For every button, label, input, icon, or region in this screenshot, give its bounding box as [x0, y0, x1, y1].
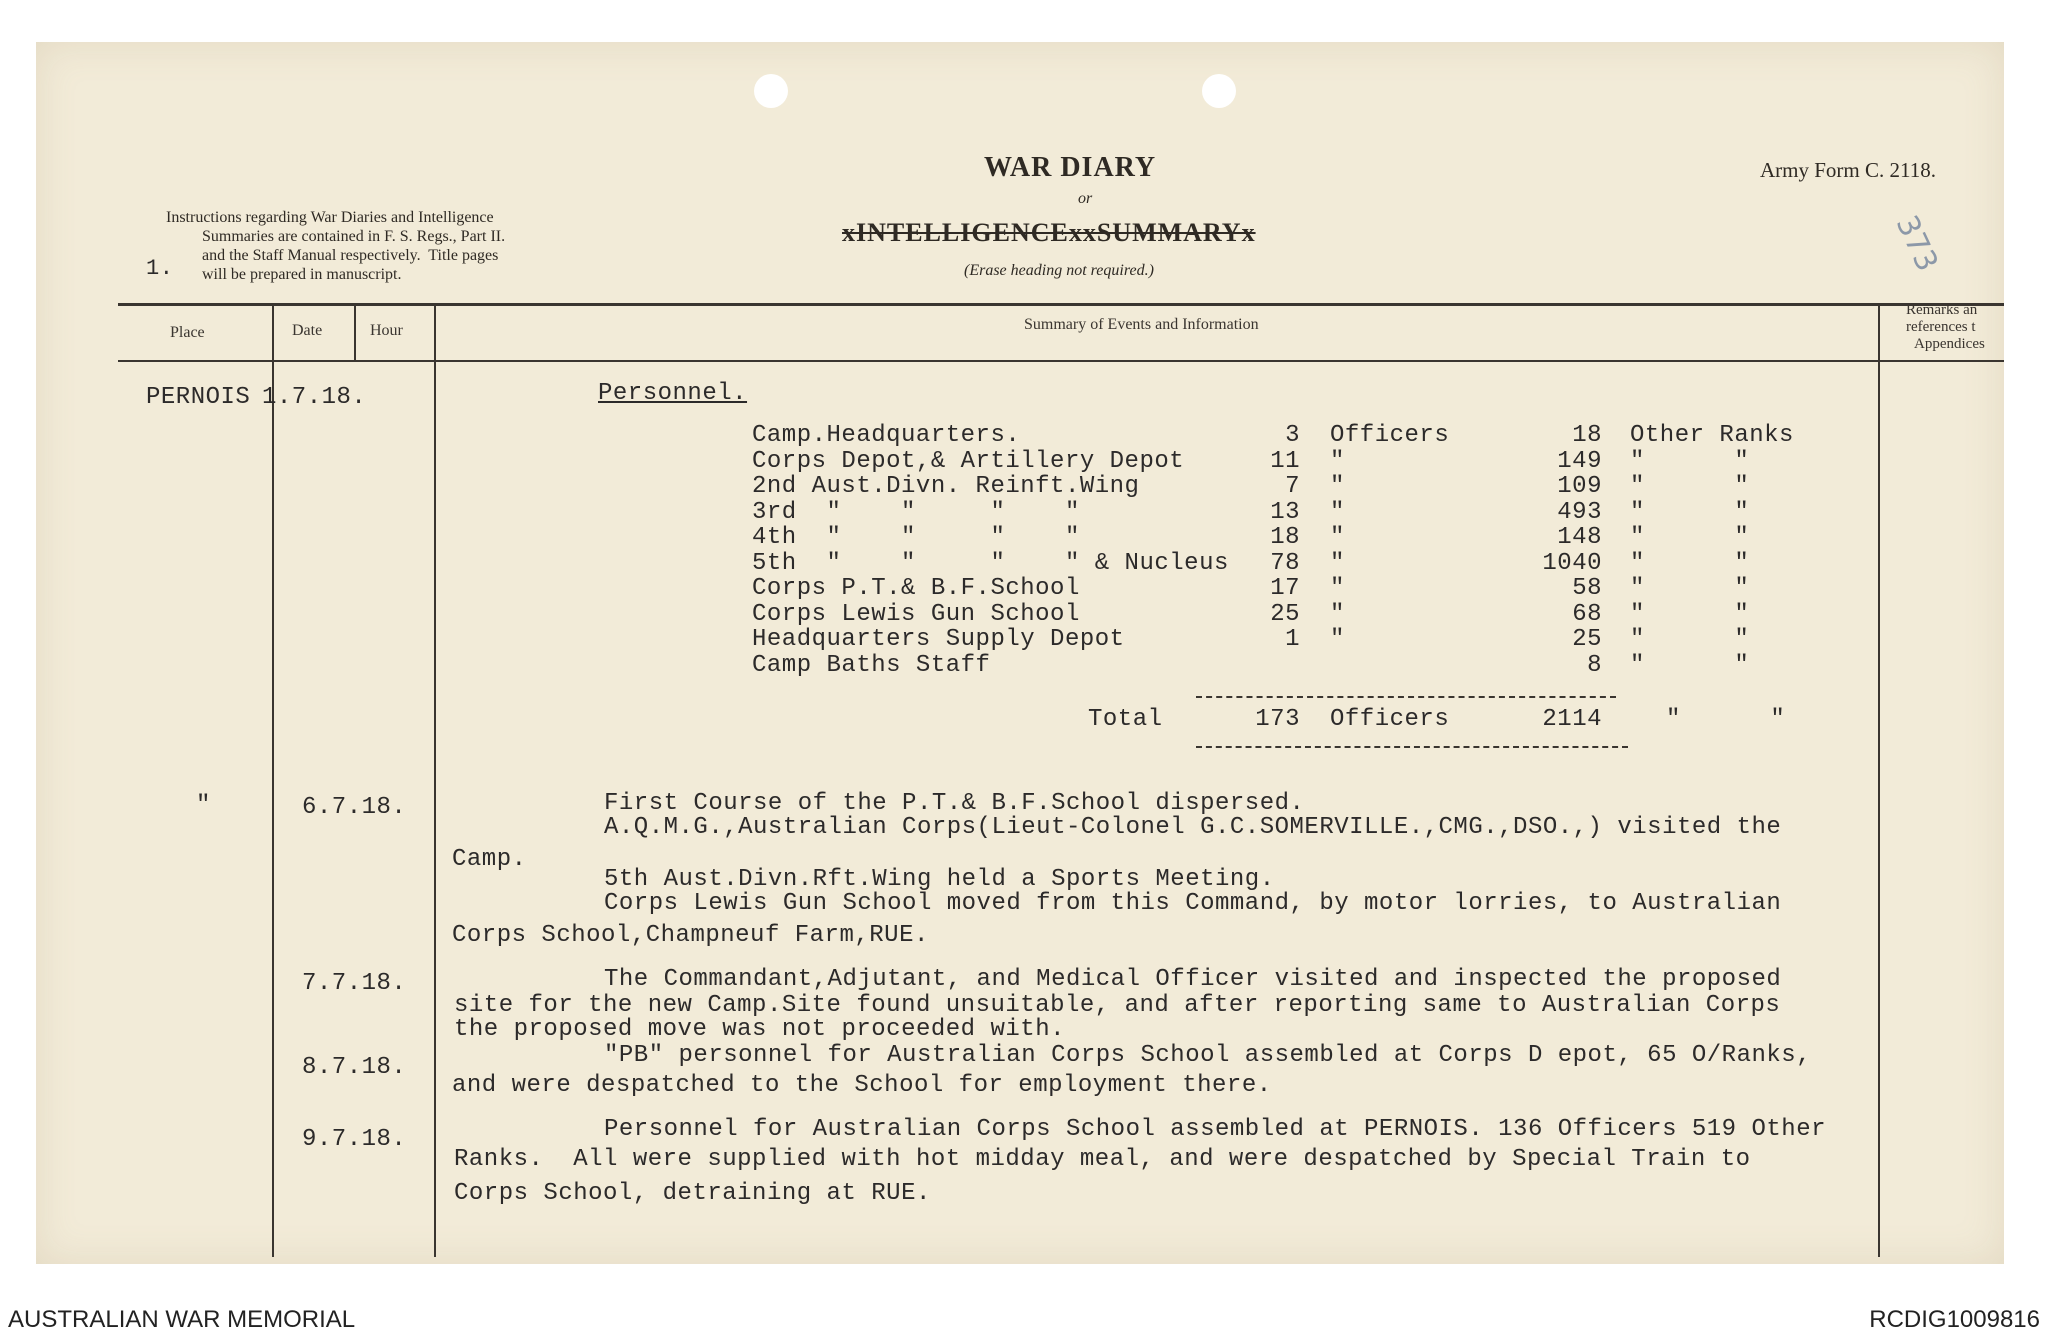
form-subtitle-struck: xINTELLIGENCExxSUMMARYx [842, 218, 1256, 247]
personnel-unit: Camp.Headquarters. [752, 422, 1021, 449]
column-header-hour: Hour [370, 322, 403, 339]
personnel-heading: Personnel. [598, 380, 748, 407]
personnel-other-ranks-label: Other Ranks [1630, 422, 1794, 449]
personnel-unit: 3rd " " " " [752, 499, 1080, 526]
column-divider [354, 303, 356, 360]
entry-text: Camp. [452, 846, 527, 873]
personnel-other-ranks: 58 [1572, 575, 1602, 602]
entry-text: and were despatched to the School for employment there. [452, 1072, 1272, 1099]
personnel-officers: 1 [1285, 626, 1300, 653]
personnel-officers: 17 [1270, 575, 1300, 602]
footer-archive-name: AUSTRALIAN WAR MEMORIAL [8, 1306, 356, 1333]
entry-text: Corps School,Champneuf Farm,RUE. [452, 922, 929, 949]
personnel-other-ranks: 149 [1557, 448, 1602, 475]
total-other-ranks: 2114 [1542, 706, 1602, 733]
personnel-other-ranks-label: " " [1630, 575, 1750, 602]
total-label: Total [1088, 706, 1163, 733]
personnel-officers: 18 [1270, 524, 1300, 551]
entry-date: 9.7.18. [302, 1126, 407, 1153]
personnel-other-ranks-label: " " [1630, 524, 1750, 551]
personnel-other-ranks-label: " " [1630, 626, 1750, 653]
column-header-place: Place [170, 324, 205, 341]
personnel-other-ranks-label: " " [1630, 652, 1750, 679]
entry-text: Corps School, detraining at RUE. [454, 1180, 931, 1207]
column-divider [1878, 303, 1880, 1257]
personnel-officers: 25 [1270, 601, 1300, 628]
place-ditto-mark: " [196, 792, 211, 819]
personnel-unit: Camp Baths Staff [752, 652, 991, 679]
personnel-officers: 78 [1270, 550, 1300, 577]
entry-place: PERNOIS [146, 384, 251, 411]
entry-text: First Course of the P.T.& B.F.School dispersed. [604, 790, 1305, 817]
entry-text: "PB" personnel for Australian Corps School assembled at Corps D epot, 65 O/Ranks, [604, 1042, 1812, 1069]
personnel-officers: 3 [1285, 422, 1300, 449]
personnel-officers-label: " [1330, 524, 1345, 551]
personnel-officers-label: " [1330, 448, 1345, 475]
personnel-unit: Corps P.T.& B.F.School [752, 575, 1080, 602]
personnel-other-ranks: 109 [1557, 473, 1602, 500]
personnel-unit: Corps Lewis Gun School [752, 601, 1080, 628]
personnel-other-ranks-label: " " [1630, 473, 1750, 500]
entry-text: the proposed move was not proceeded with. [454, 1016, 1065, 1043]
personnel-officers: 13 [1270, 499, 1300, 526]
personnel-other-ranks: 148 [1557, 524, 1602, 551]
column-divider [272, 303, 274, 1257]
personnel-officers-label: " [1330, 626, 1345, 653]
personnel-officers-label: Officers [1330, 422, 1450, 449]
entry-date: 1.7.18. [262, 384, 367, 411]
handwritten-page-number: 373 [1888, 210, 1945, 277]
personnel-unit: 4th " " " " [752, 524, 1080, 551]
personnel-unit: Headquarters Supply Depot [752, 626, 1125, 653]
entry-date: 8.7.18. [302, 1054, 407, 1081]
personnel-unit: 2nd Aust.Divn. Reinft.Wing [752, 473, 1140, 500]
personnel-other-ranks-label: " " [1630, 499, 1750, 526]
entry-text: A.Q.M.G.,Australian Corps(Lieut-Colonel G.C.SOMERVILLE.,CMG.,DSO.,) visited the [604, 814, 1782, 841]
personnel-other-ranks: 493 [1557, 499, 1602, 526]
personnel-unit: 5th " " " " & Nucleus [752, 550, 1229, 577]
total-other-ranks-label: " " [1666, 706, 1786, 733]
entry-text: 5th Aust.Divn.Rft.Wing held a Sports Meeting. [604, 866, 1275, 893]
punch-hole [754, 74, 788, 108]
personnel-officers: 7 [1285, 473, 1300, 500]
total-officers: 173 [1255, 706, 1300, 733]
army-form-number: Army Form C. 2118. [1760, 158, 1936, 182]
personnel-officers-label: " [1330, 575, 1345, 602]
column-header-summary: Summary of Events and Information [1024, 316, 1259, 333]
personnel-other-ranks-label: " " [1630, 601, 1750, 628]
column-header-date: Date [292, 322, 323, 339]
personnel-unit: Corps Depot,& Artillery Depot [752, 448, 1185, 475]
entry-text: Ranks. All were supplied with hot midday meal, and were despatched by Special Train to [454, 1146, 1751, 1173]
personnel-other-ranks: 8 [1587, 652, 1602, 679]
personnel-other-ranks-label: " " [1630, 448, 1750, 475]
table-top-border [118, 303, 2004, 306]
entry-date: 7.7.18. [302, 970, 407, 997]
punch-hole [1202, 74, 1236, 108]
personnel-officers: 11 [1270, 448, 1300, 475]
entry-date: 6.7.18. [302, 794, 407, 821]
form-title: WAR DIARY [984, 152, 1157, 183]
personnel-other-ranks-label: " " [1630, 550, 1750, 577]
total-rule-top [1196, 696, 1616, 698]
personnel-officers-label: " [1330, 473, 1345, 500]
erase-note: (Erase heading not required.) [964, 262, 1154, 279]
footer-item-id: RCDIG1009816 [1869, 1306, 2040, 1333]
total-rule-bottom [1196, 746, 1628, 748]
total-officers-label: Officers [1330, 706, 1450, 733]
personnel-officers-label: " [1330, 601, 1345, 628]
personnel-officers-label: " [1330, 550, 1345, 577]
column-divider [434, 303, 436, 1257]
personnel-officers-label: " [1330, 499, 1345, 526]
personnel-other-ranks: 18 [1572, 422, 1602, 449]
column-header-remarks: Remarks an references t Appendices [1906, 302, 1985, 352]
entry-text: site for the new Camp.Site found unsuitable, and after reporting same to Australian Corps [454, 992, 1781, 1019]
entry-text: The Commandant,Adjutant, and Medical Officer visited and inspected the proposed [604, 966, 1782, 993]
form-title-or: or [1078, 190, 1093, 207]
table-header-border [118, 360, 2004, 362]
entry-text: Corps Lewis Gun School moved from this Command, by motor lorries, to Australian [604, 890, 1782, 917]
sheet-number: 1. [146, 256, 174, 281]
personnel-other-ranks: 1040 [1542, 550, 1602, 577]
personnel-other-ranks: 25 [1572, 626, 1602, 653]
personnel-other-ranks: 68 [1572, 601, 1602, 628]
entry-text: Personnel for Australian Corps School assembled at PERNOIS. 136 Officers 519 Other [604, 1116, 1826, 1143]
instructions: Instructions regarding War Diaries and Intelligence Summaries are contained in F. S. Regs., Part II. and the Staff Manual respectively. Title pages will be prepared in manuscript. [166, 209, 506, 283]
